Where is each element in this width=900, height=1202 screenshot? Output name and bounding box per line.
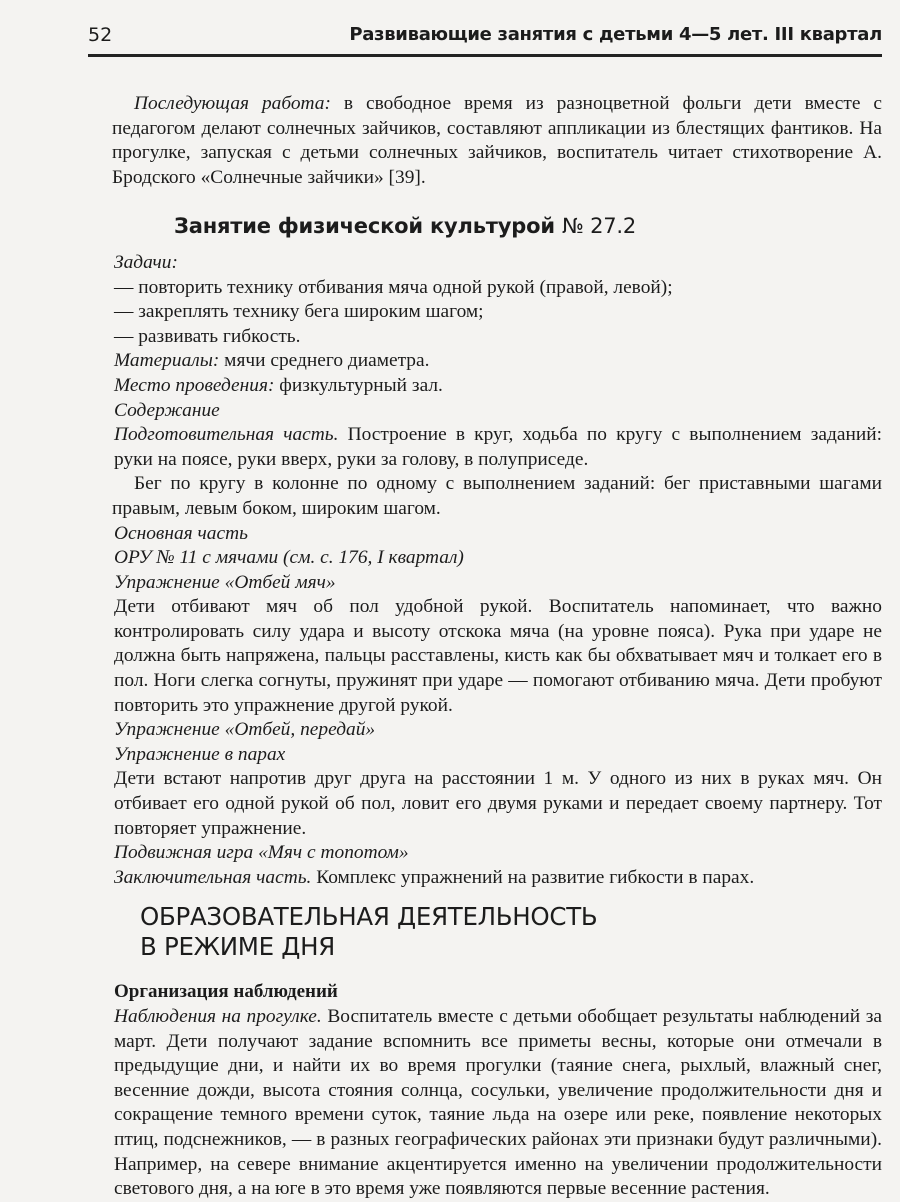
final-paragraph (112, 866, 882, 891)
materials-label: Материалы: (114, 350, 220, 372)
running-title: Развивающие занятия с детьми 4—5 лет. III квартал (349, 24, 882, 45)
task-item: — повторить технику отбивания мяча одной рукой (правой, левой); (114, 276, 673, 298)
prep-paragraph (112, 423, 882, 472)
exercise-3-label-text: Упражнение в парах (114, 743, 286, 765)
place-text: физкультурный зал. (274, 374, 443, 396)
content-label-text: Содержание (114, 399, 220, 421)
exercise-2-label-text: Упражнение «Отбей, передай» (114, 719, 376, 741)
observation-label: Наблюдения на прогулке. (114, 1006, 322, 1027)
materials (112, 349, 882, 374)
subsection-title: Организация наблюдений (114, 981, 338, 1003)
section-title-line-2: В РЕЖИМЕ ДНЯ (140, 932, 335, 962)
intro-lead: Последующая работа: (134, 93, 331, 114)
exercise-1-text: Дети отбивают мяч об пол удобной рукой. Воспитатель напоминает, что важно контролировать силу удара и высоту отскока мяча (на уровне пояса). Рука при ударе не должна быть напряжена, пальцы расставлены, кисть как бы обхватывает мяч и толкает его в пол. Ноги слегка согнуты, пружинят при ударе — помогают отбиванию мяча. Дети пробуют повторить это упражнение другой рукой. (114, 596, 882, 716)
task-item: — закреплять технику бега широким шагом; (114, 301, 484, 323)
game-label (112, 841, 882, 866)
task-item: — развивать гибкость. (114, 325, 301, 347)
main-label-text: Основная часть (114, 522, 248, 544)
lesson-title-text: Занятие физической культурой (174, 214, 555, 239)
exercise-3-label (112, 743, 882, 768)
section-title (140, 902, 882, 962)
section-title-line-1: ОБРАЗОВАТЕЛЬНАЯ ДЕЯТЕЛЬНОСТЬ (140, 902, 598, 932)
exercise-2-label (112, 718, 882, 743)
oru-text: ОРУ № 11 с мячами (см. с. 176, I квартал) (114, 547, 464, 569)
prep-text: Построение в круг, ходьба по кругу с выполнением заданий: руки на поясе, руки вверх, руки за голову, в полуприседе. (114, 424, 882, 470)
content-label (112, 399, 882, 424)
place-label: Место проведения: (114, 374, 275, 396)
lesson-title (174, 214, 882, 239)
prep-label: Подготовительная часть. (114, 424, 339, 446)
materials-text: мячи среднего диаметра. (219, 350, 430, 372)
observation-text: Воспитатель вместе с детьми обобщает результаты наблюдений за март. Дети получают задание вспомнить все приметы весны, которые они отмечали в предыдущие дни, и найти их во время прогулки (таяние снега, рыхлый, влажный снег, весенние дожди, высота стояния солнца, сосульки, увеличение продолжительности дня и сокращение темного времени суток, таяние льда на озере или реке, появление некоторых птиц, подснежников, — в разных географических районах эти признаки будут различными). Например, на севере внимание акцентируется именно на увеличении продолжительности светового дня, а на юге в это время уже появляются первые весенние растения. (114, 1006, 882, 1200)
run-paragraph: Бег по кругу в колонне по одному с выполнением заданий: бег приставными шагами правым, левым боком, широким шагом. (112, 473, 882, 519)
page-number: 52 (88, 24, 113, 46)
place (112, 374, 882, 399)
tasks-label-text: Задачи: (114, 251, 178, 273)
lesson-number: № 27.2 (561, 214, 637, 239)
intro-paragraph (112, 92, 882, 190)
intro-text: в свободное время из разноцветной фольги дети вместе с педагогом делают солнечных зайчиков, составляют аппликации из блестящих фантиков. На прогулке, запуская с детьми солнечных зайчиков, воспитатель читает стихотворение А. Бродского «Солнечные зайчики» [39]. (112, 93, 882, 188)
page-body (112, 92, 882, 1202)
exercise-1-label (112, 571, 882, 596)
game-label-text: Подвижная игра «Мяч с топотом» (114, 842, 409, 864)
final-label: Заключительная часть. (114, 866, 312, 888)
tasks-label (112, 251, 882, 276)
observation-paragraph (112, 1005, 882, 1202)
exercise-1-label-text: Упражнение «Отбей мяч» (114, 571, 336, 593)
oru-line (112, 546, 882, 571)
page-header (88, 22, 882, 57)
main-label (112, 522, 882, 547)
exercise-3-text: Дети встают напротив друг друга на расстоянии 1 м. У одного из них в руках мяч. Он отбивает его одной рукой об пол, ловит его двумя руками и передает своему партнеру. Тот повторяет упражнение. (114, 768, 882, 839)
final-text: Комплекс упражнений на развитие гибкости в парах. (311, 866, 755, 888)
